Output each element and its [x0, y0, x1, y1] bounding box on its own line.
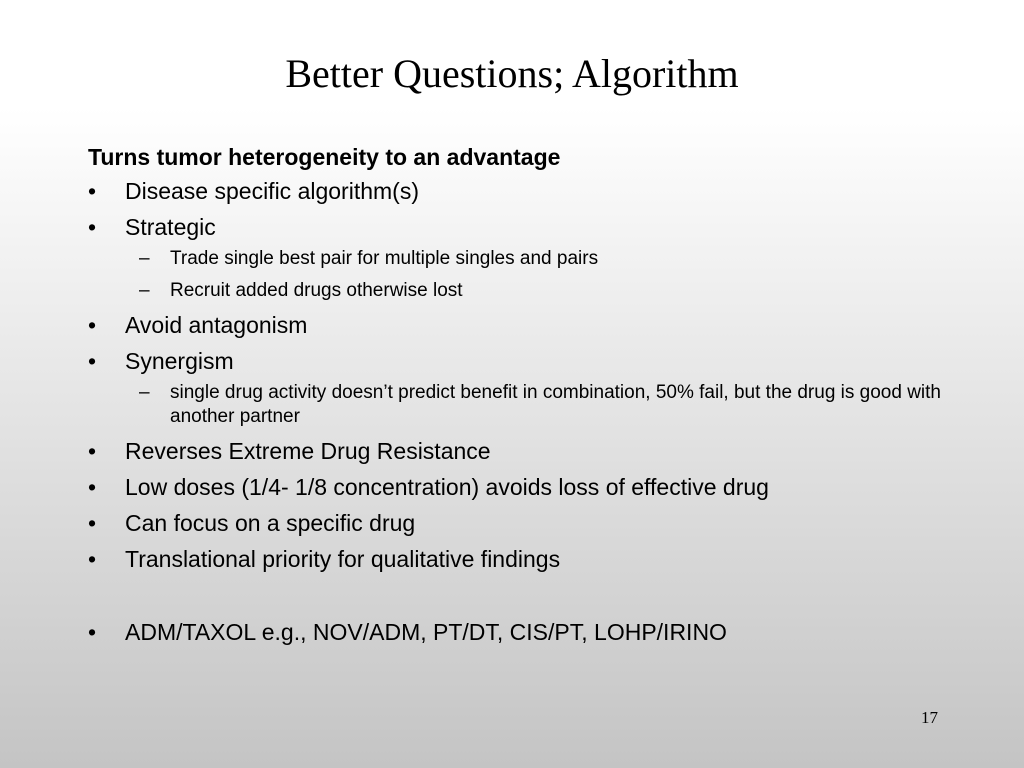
dash-icon: –	[139, 280, 150, 301]
bullet-item	[88, 509, 948, 537]
bullet-item	[88, 437, 948, 465]
bullet-item	[88, 347, 948, 429]
bullet-text: Strategic	[125, 214, 216, 240]
bullet-icon: •	[88, 510, 97, 536]
bullet-item	[88, 618, 948, 646]
slide-title: Better Questions; Algorithm	[285, 51, 739, 96]
bullet-item	[88, 473, 948, 501]
bullet-item	[88, 213, 948, 303]
bullet-text: Avoid antagonism	[125, 312, 308, 338]
slide-number: 17	[921, 708, 938, 727]
sub-bullet-item	[125, 247, 948, 271]
sub-bullet-item	[125, 381, 948, 429]
bullet-text: Translational priority for qualitative findings	[125, 546, 561, 572]
bullet-icon: •	[88, 348, 97, 374]
slide-content	[88, 142, 948, 654]
sub-bullet-text: Trade single best pair for multiple singles and pairs	[170, 248, 599, 269]
bullet-list	[88, 177, 948, 646]
bullet-icon: •	[88, 178, 97, 204]
bullet-text: Low doses (1/4- 1/8 concentration) avoids loss of effective drug	[125, 474, 769, 500]
dash-icon: –	[139, 382, 150, 403]
sub-bullet-item	[125, 279, 948, 303]
bullet-icon: •	[88, 438, 97, 464]
bullet-item	[88, 177, 948, 205]
bullet-icon: •	[88, 619, 97, 645]
bullet-text: Can focus on a specific drug	[125, 510, 416, 536]
sub-bullet-list	[125, 381, 948, 429]
bullet-icon: •	[88, 546, 97, 572]
bullet-text: Disease specific algorithm(s)	[125, 178, 419, 204]
sub-bullet-text: Recruit added drugs otherwise lost	[170, 280, 463, 301]
sub-bullet-text: single drug activity doesn’t predict benefit in combination, 50% fail, but the drug is good with another partner	[170, 382, 942, 427]
sub-bullet-list	[125, 247, 948, 303]
bullet-item	[88, 311, 948, 339]
bullet-text: ADM/TAXOL e.g., NOV/ADM, PT/DT, CIS/PT, LOHP/IRINO	[125, 619, 727, 645]
bullet-icon: •	[88, 474, 97, 500]
bullet-text: Synergism	[125, 348, 234, 374]
bullet-item	[88, 545, 948, 573]
bullet-text: Reverses Extreme Drug Resistance	[125, 438, 491, 464]
bullet-icon: •	[88, 214, 97, 240]
subheading: Turns tumor heterogeneity to an advantage	[88, 144, 561, 170]
dash-icon: –	[139, 248, 150, 269]
bullet-icon: •	[88, 312, 97, 338]
